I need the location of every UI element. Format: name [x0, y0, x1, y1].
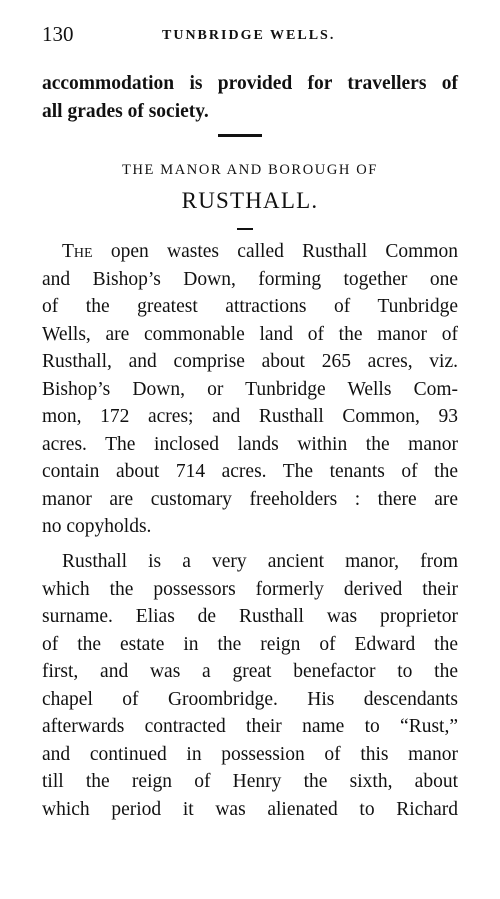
section-divider — [218, 134, 262, 137]
continuation-text — [42, 70, 458, 125]
text-line: Bishop’s Down, or Tunbridge Wells Com- — [42, 378, 458, 400]
text-line: Wells, are commonable land of the manor of — [42, 323, 458, 345]
page-number: 130 — [42, 22, 74, 46]
title-divider — [237, 228, 253, 230]
text-line: all grades of society. — [42, 100, 209, 122]
paragraph-manor-history — [42, 548, 458, 823]
text-line: Rusthall is a very ancient manor, from — [62, 551, 458, 572]
text-line: Rusthall, and comprise about 265 acres, viz. — [42, 351, 458, 372]
running-head: TUNBRIDGE WELLS. — [162, 28, 336, 43]
text-line: accommodation is provided for travellers of — [42, 73, 458, 94]
text-line: mon, 172 acres; and Rusthall Common, 93 — [42, 406, 458, 427]
paragraph-manor-lands — [42, 238, 458, 541]
text-line: and continued in possession of this manor — [42, 743, 458, 765]
text-line: till the reign of Henry the sixth, about — [42, 771, 458, 792]
text-line: manor are customary freeholders : there are — [42, 488, 458, 510]
text-line: afterwards contracted their name to “Rust,” — [42, 716, 458, 737]
page-header — [42, 22, 462, 52]
first-line-rest: open wastes called Rusthall Common — [92, 241, 458, 262]
section-title: RUSTHALL. — [181, 188, 319, 213]
text-line: and Bishop’s Down, forming together one — [42, 268, 458, 290]
text-line: chapel of Groombridge. His descendants — [42, 688, 458, 710]
text-line: which period it was alienated to Richard — [42, 798, 458, 820]
section-subtitle: THE MANOR AND BOROUGH OF — [122, 162, 378, 178]
text-line — [42, 238, 458, 266]
text-line: surname. Elias de Rusthall was proprietor — [42, 606, 458, 627]
text-line: of the greatest attractions of Tunbridge — [42, 296, 458, 317]
text-line: first, and was a great benefactor to the — [42, 661, 458, 682]
text-line: no copyholds. — [42, 516, 152, 537]
text-line: contain about 714 acres. The tenants of the — [42, 461, 458, 482]
drop-word: The — [62, 241, 93, 262]
text-line: of the estate in the reign of Edward the — [42, 633, 458, 655]
text-line: which the possessors formerly derived their — [42, 578, 458, 600]
text-line: acres. The inclosed lands within the manor — [42, 433, 458, 455]
